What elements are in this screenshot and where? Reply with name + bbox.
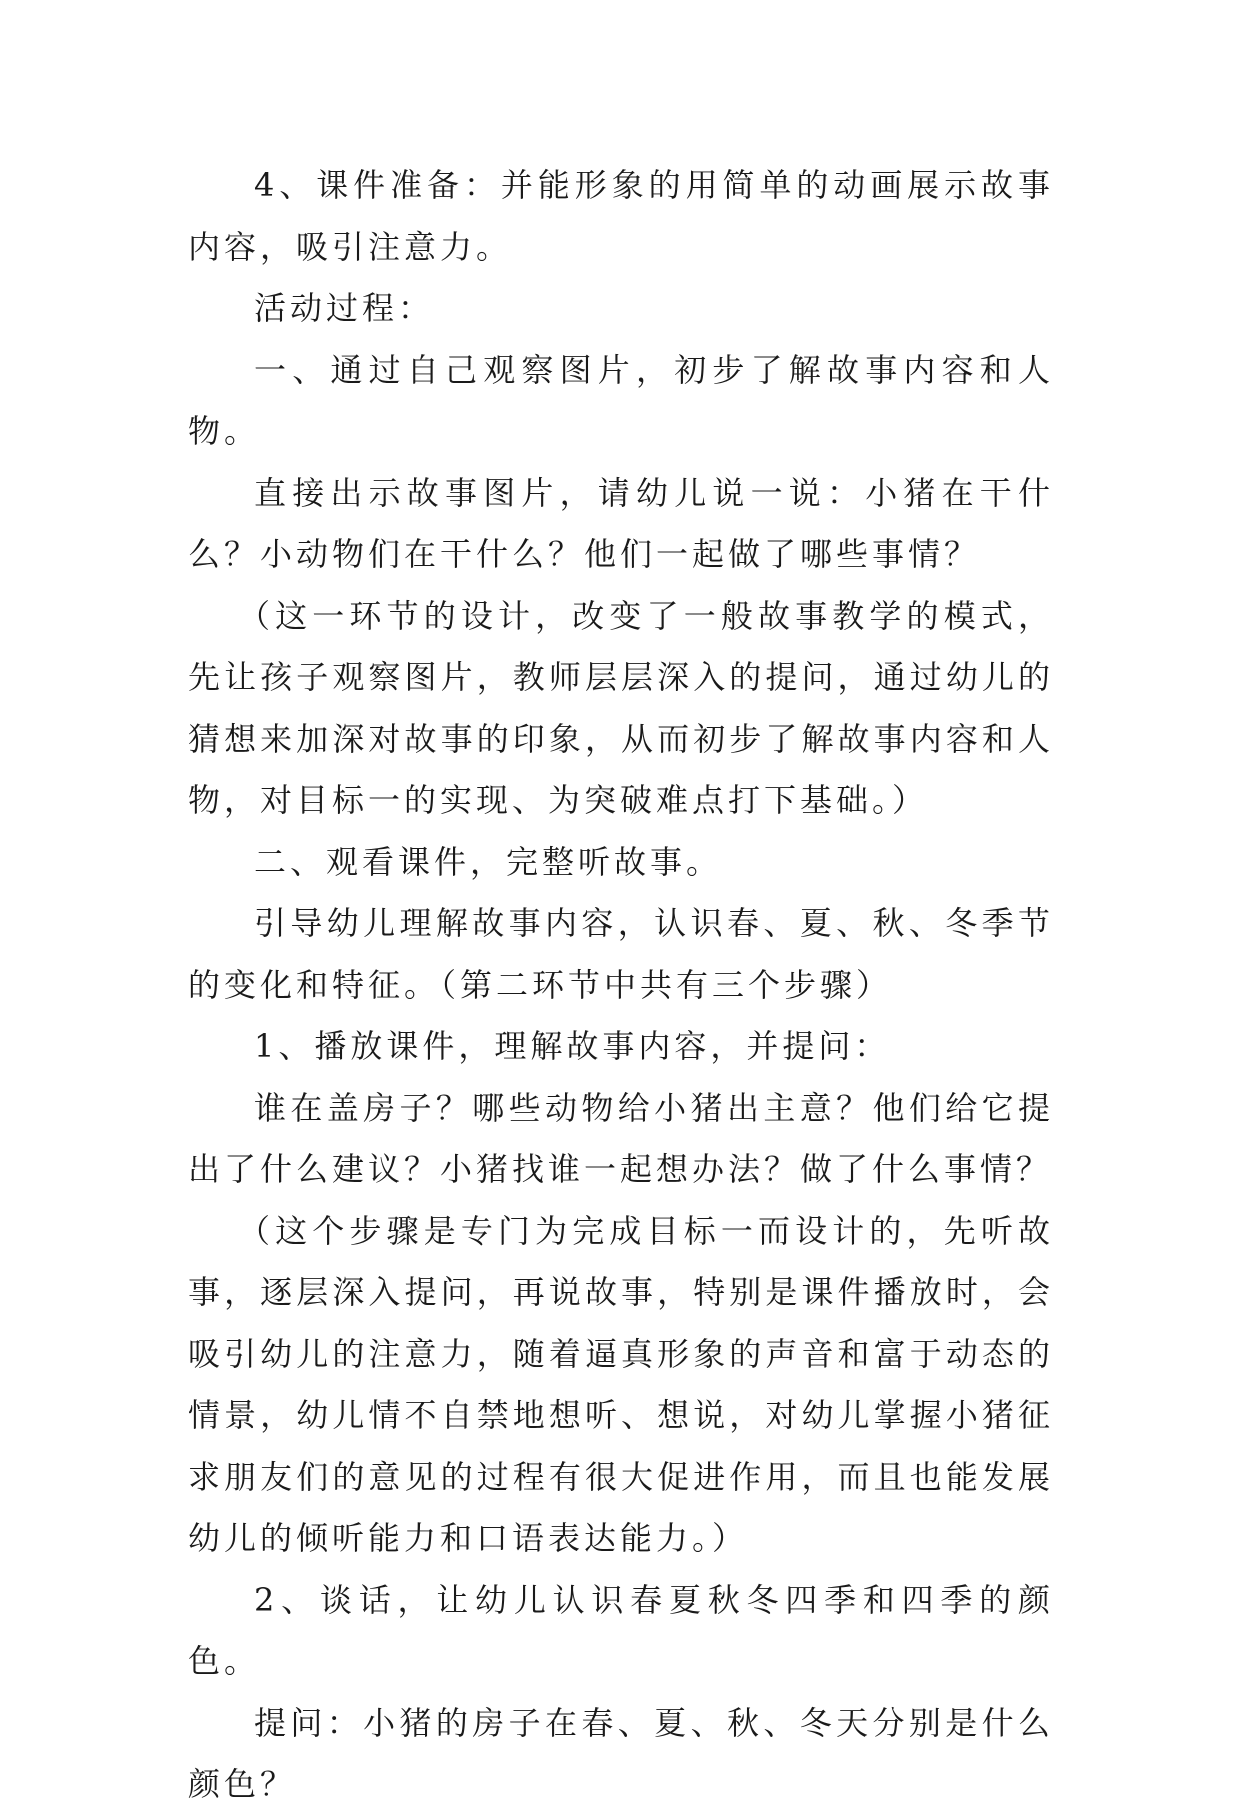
paragraph-play-courseware: 1、播放课件，理解故事内容，并提问：	[254, 1027, 891, 1065]
paragraph-step-one-heading: 一、通过自己观察图片，初步了解故事内容和人物。	[188, 350, 1054, 450]
paragraph-questions: 谁在盖房子？哪些动物给小猪出主意？他们给它提出了什么建议？小猪找谁一起想办法？做了什么事情？	[188, 1088, 1054, 1188]
paragraph-step-one-note: （这一环节的设计，改变了一般故事教学的模式，先让孩子观察图片，教师层层深入的提问，通过幼儿的猜想来加深对故事的印象，从而初步了解故事内容和人物，对目标一的实现、为突破难点打下基础。）	[188, 596, 1054, 819]
paragraph-step-note: （这个步骤是专门为完成目标一而设计的，先听故事，逐层深入提问，再说故事，特别是课件播放时，会吸引幼儿的注意力，随着逼真形象的声音和富于动态的情景，幼儿情不自禁地想听、想说，对幼儿掌握小猪征求朋友们的意见的过程有很大促进作用，而且也能发展幼儿的倾听能力和口语表达能力。）	[188, 1211, 1054, 1557]
paragraph-step-two-heading: 二、观看课件，完整听故事。	[254, 842, 723, 881]
paragraph-activity-process-heading: 活动过程：	[254, 289, 435, 327]
paragraph-question-colors: 提问：小猪的房子在春、夏、秋、冬天分别是什么颜色？	[188, 1703, 1054, 1803]
paragraph-show-pictures: 直接出示故事图片，请幼儿说一说：小猪在干什么？小动物们在干什么？他们一起做了哪些事情？	[188, 473, 1054, 573]
document-body	[188, 155, 1054, 1816]
paragraph-courseware-prep: 4、课件准备：并能形象的用简单的动画展示故事内容，吸引注意力。	[188, 166, 1054, 266]
paragraph-talk-seasons: 2、谈话，让幼儿认识春夏秋冬四季和四季的颜色。	[188, 1580, 1054, 1680]
paragraph-guide-children: 引导幼儿理解故事内容，认识春、夏、秋、冬季节的变化和特征。（第二环节中共有三个步骤）	[188, 904, 1054, 1004]
